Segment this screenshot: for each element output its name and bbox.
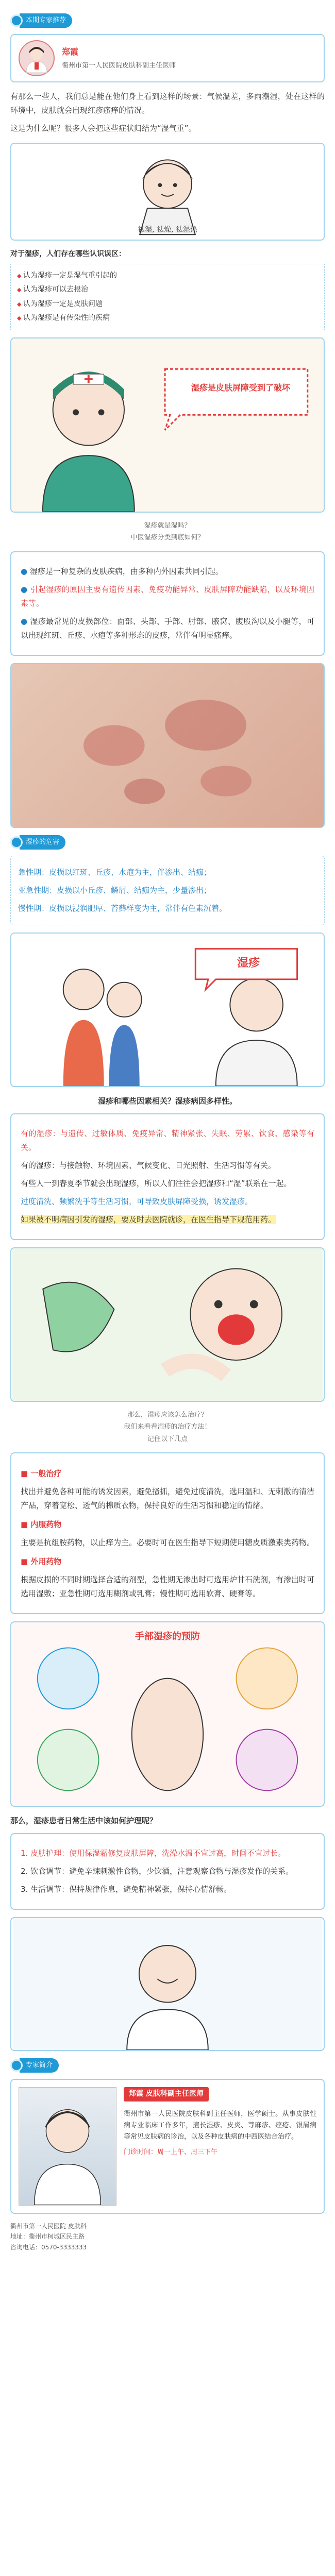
callout-1-line-2: 中医湿疹分类到底如何？	[130, 534, 205, 542]
expert-clinic: 门诊时间：周一上午、周三下午	[124, 2148, 218, 2156]
callout-3	[10, 1409, 325, 1445]
treatment-heading-2: ■ 内服药物	[21, 1518, 314, 1532]
section-header-recommend	[10, 13, 325, 28]
harm-line: 急性期：皮损以红斑、丘疹、水疱为主，伴渗出、结痂；	[18, 867, 212, 877]
expert-portrait-icon	[19, 2088, 116, 2205]
prevention-paragraph-2: 2. 饮食调节：避免辛辣刺激性食物，少饮酒，注意观察食物与湿疹发作的关系。	[21, 1866, 294, 1876]
causes-paragraph-4: 过度清洗、频繁洗手等生活习惯，可导致皮肤屏障受损，诱发湿疹。	[21, 1196, 253, 1206]
child-cartoon	[10, 1247, 325, 1402]
section-dot-icon	[10, 14, 23, 27]
author-card	[10, 34, 325, 82]
harm-line: 亚急性期：皮损以小丘疹、鳞屑、结痂为主，少量渗出；	[18, 885, 212, 895]
misconception-box	[10, 248, 325, 330]
misconception-title: 对于湿疹，人们存在哪些认识误区：	[10, 250, 126, 258]
harm-card	[10, 856, 325, 925]
hand-prevention-icon	[11, 1622, 324, 1806]
causes-paragraph-2: 有的湿疹：与接触物、环境因素、气候变化、日光照射、生活习惯等有关。	[21, 1160, 276, 1170]
treatment-paragraph-2: 主要是抗组胺药物，以止痒为主。必要时可在医生指导下短期使用糖皮质激素类药物。	[21, 1537, 315, 1547]
callout-1	[10, 520, 325, 544]
cartoon-bubble-text: 湿疹	[237, 956, 260, 970]
doctor-illustration	[10, 337, 325, 513]
doctor-icon	[22, 44, 51, 73]
skin-photo	[10, 663, 325, 828]
intro-cartoon	[10, 143, 325, 241]
intro-bubble: 祛湿, 祛燥, 祛湿热	[138, 225, 197, 234]
closing-cartoon	[10, 1917, 325, 2051]
causes-question: 湿疹和哪些因素相关？湿疹病因多样性。	[97, 1096, 237, 1106]
infographic-title: 手部湿疹的预防	[135, 1631, 200, 1642]
section-tab: 本期专家推荐	[20, 13, 72, 28]
treatment-paragraph-3: 根据皮损的不同时期选择合适的剂型，急性期无渗出时可选用炉甘石洗剂，有渗出时可选用湿敷；亚急性期可选用糊剂或乳膏；慢性期可选用软膏、硬膏等。	[21, 1574, 315, 1598]
hand-eczema-infographic	[10, 1621, 325, 1807]
causes-paragraph-5	[21, 1213, 314, 1227]
facts-paragraph-3: ● 湿疹最常见的皮损部位：面部、头部、手部、肘部、腋窝、腹股沟以及小腿等，可以出现红斑、丘疹、水疱等多种形态的皮疹，常伴有明显瘙痒。	[21, 615, 314, 642]
misconception-item: ◆ 认为湿疹是有传染性的疾病	[17, 312, 318, 325]
callout-3-line-1: 那么，湿疹应该怎么治疗？	[127, 1411, 208, 1419]
callout-1-line-1: 湿疹就是湿吗？	[144, 521, 191, 530]
prevention-question: 那么，湿疹患者日常生活中该如何护理呢？	[10, 1816, 158, 1825]
illustration-bubble-text: 湿疹是皮肤屏障受到了破坏	[191, 382, 290, 393]
causes-paragraph-1-text: 有的湿疹：与遗传、过敏体质、免疫异常、精神紧张、失眠、劳累、饮食、感染等有关。	[21, 1128, 314, 1152]
treatment-heading-3: ■ 外用药物	[21, 1555, 314, 1569]
callout-3-line-2: 我们来看看湿疹的治疗方法！	[124, 1423, 211, 1431]
facts-paragraph-1: ● 湿疹是一种复杂的皮肤疾病，由多种内外因素共同引起。	[21, 565, 314, 579]
nurse-cartoon-icon	[11, 338, 324, 512]
author-name: 郑霞	[62, 46, 79, 57]
eczema-rash-icon	[11, 664, 324, 827]
family-cartoon	[10, 933, 325, 1087]
expert-info	[124, 2087, 316, 2206]
expert-card	[10, 2079, 325, 2214]
section-tab: 专家简介	[20, 2058, 59, 2073]
prevention-card	[10, 1833, 325, 1910]
section-dot-icon	[10, 2059, 23, 2072]
harm-line: 慢性期：皮损以浸润肥厚、苔藓样变为主，常伴有色素沉着。	[18, 903, 227, 913]
prevention-paragraph-3: 3. 生活调节：保持规律作息，避免精神紧张，保持心情舒畅。	[21, 1884, 232, 1894]
misconception-item: ◆ 认为湿疹一定是皮肤问题	[17, 298, 318, 311]
expert-bio: 衢州市第一人民医院皮肤科副主任医师，医学硕士。从事皮肤性病专业临床工作多年，擅长湿疹、皮炎、荨麻疹、痤疮、银屑病等常见皮肤病的诊治，以及各种皮肤病的中西医结合治疗。	[124, 2110, 316, 2141]
author-title: 衢州市第一人民医院皮肤科副主任医师	[62, 61, 176, 70]
callout-3-line-3: 记住以下几点	[147, 1435, 188, 1443]
section-header-expert	[10, 2058, 325, 2073]
smiling-doctor-icon	[11, 1918, 324, 2050]
facts-card	[10, 551, 325, 656]
treatment-paragraph-1: 找出并避免各种可能的诱发因素，避免搔抓，避免过度清洗，选用温和、无刺激的清洁产品，穿着宽松、透气的棉质衣物，保持良好的生活习惯和稳定的情绪。	[21, 1486, 315, 1510]
section-header-harm	[10, 835, 325, 850]
section-tab: 湿疹的危害	[20, 835, 65, 850]
misconception-item: ◆ 认为湿疹可以去根治	[17, 283, 318, 296]
expert-badge: 郑霞 皮肤科副主任医师	[124, 2087, 209, 2102]
prevention-paragraph-1-text: 1. 皮肤护理：使用保湿霜修复皮肤屏障，洗澡水温不宜过高，时间不宜过长。	[21, 1848, 286, 1858]
treatment-heading-1: ■ 一般治疗	[21, 1467, 314, 1481]
misconception-list	[10, 264, 325, 330]
intro-paragraph-1: 有那么一些人，我们总是能在他们身上看到这样的场景：气候温差，多雨潮湿，处在这样的环境中，皮肤就会出现红疹瘙痒的情况。	[10, 92, 325, 115]
causes-paragraph-3: 有些人一到春夏季节就会出现湿疹，所以人们往往会把湿疹和“湿”联系在一起。	[21, 1178, 292, 1188]
prevention-paragraph-1	[21, 1846, 314, 1860]
treatment-card	[10, 1452, 325, 1614]
author-avatar	[19, 40, 55, 76]
footer	[10, 2221, 325, 2252]
causes-card	[10, 1113, 325, 1240]
intro-paragraph-2: 这是为什么呢？很多人会把这些症状归结为“湿气重”。	[10, 124, 196, 133]
causes-paragraph-1	[21, 1127, 314, 1155]
footer-line-3: 咨询电话：0570-3333333	[10, 2243, 87, 2251]
footer-line-1: 衢州市第一人民医院 皮肤科	[10, 2222, 87, 2230]
misconception-item: ◆ 认为湿疹一定是湿气重引起的	[17, 269, 318, 282]
footer-line-2: 地址：衢州市柯城区民主路	[10, 2233, 85, 2241]
expert-photo	[19, 2087, 116, 2206]
section-dot-icon	[10, 836, 23, 849]
facts-paragraph-2: ● 引起湿疹的原因主要有遗传因素、免疫功能异常、皮肤屏障功能缺陷，以及环境因素等。	[21, 583, 314, 611]
causes-paragraph-5-text: 如果被不明病因引发的湿疹，要及时去医院就诊，在医生指导下规范用药。	[21, 1214, 276, 1224]
crying-child-icon	[11, 1248, 324, 1401]
